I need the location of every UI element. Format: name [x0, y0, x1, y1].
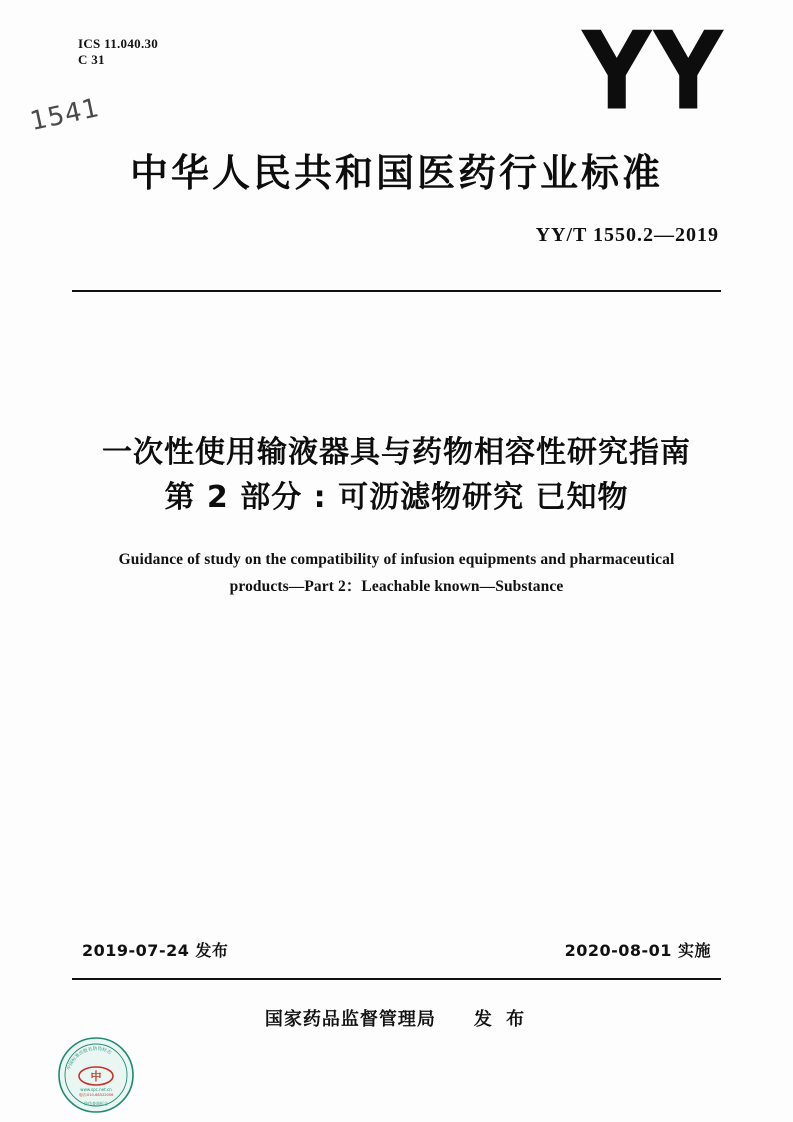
document-title-block	[60, 430, 733, 600]
svg-text:中: 中	[90, 1070, 102, 1083]
title-chinese-line-2: 第 2 部分 : 可沥滤物研究 已知物	[164, 480, 629, 515]
svg-text:防伪查询标志: 防伪查询标志	[84, 1101, 108, 1106]
ccs-code: C 31	[78, 52, 105, 68]
ics-code: ICS 11.040.30	[78, 36, 159, 51]
title-english-line-2: products—Part 2：Leachable known—Substance	[229, 578, 564, 596]
publish-word: 发 布	[473, 1009, 529, 1030]
standard-series-title: 中华人民共和国医药行业标准	[129, 151, 663, 195]
svg-text:www.spc.net.cn: www.spc.net.cn	[80, 1087, 112, 1092]
footer-divider	[72, 978, 721, 980]
standard-number: YY/T 1550.2—2019	[535, 224, 719, 246]
handwritten-annotation: 1541	[27, 93, 103, 137]
svg-text:中国标准出版社防伪标志: 中国标准出版社防伪标志	[66, 1046, 112, 1071]
title-chinese-line-1: 一次性使用输液器具与药物相容性研究指南	[102, 435, 691, 470]
header-divider	[72, 290, 721, 292]
publisher-name: 国家药品监督管理局	[264, 1009, 436, 1030]
anti-counterfeit-seal-icon	[57, 1036, 135, 1114]
ics-classification-block	[78, 36, 158, 69]
publisher-block	[0, 1005, 793, 1031]
yy-logo: YY	[581, 9, 725, 135]
issue-date: 2019-07-24 发布	[82, 941, 229, 960]
title-english-block	[60, 546, 733, 600]
date-row	[82, 938, 711, 961]
title-english-line-1: Guidance of study on the compatibility of infusion equipments and pharmaceutical	[118, 551, 675, 568]
svg-text:电话:010-68522006: 电话:010-68522006	[78, 1093, 114, 1097]
implementation-date: 2020-08-01 实施	[564, 941, 711, 960]
